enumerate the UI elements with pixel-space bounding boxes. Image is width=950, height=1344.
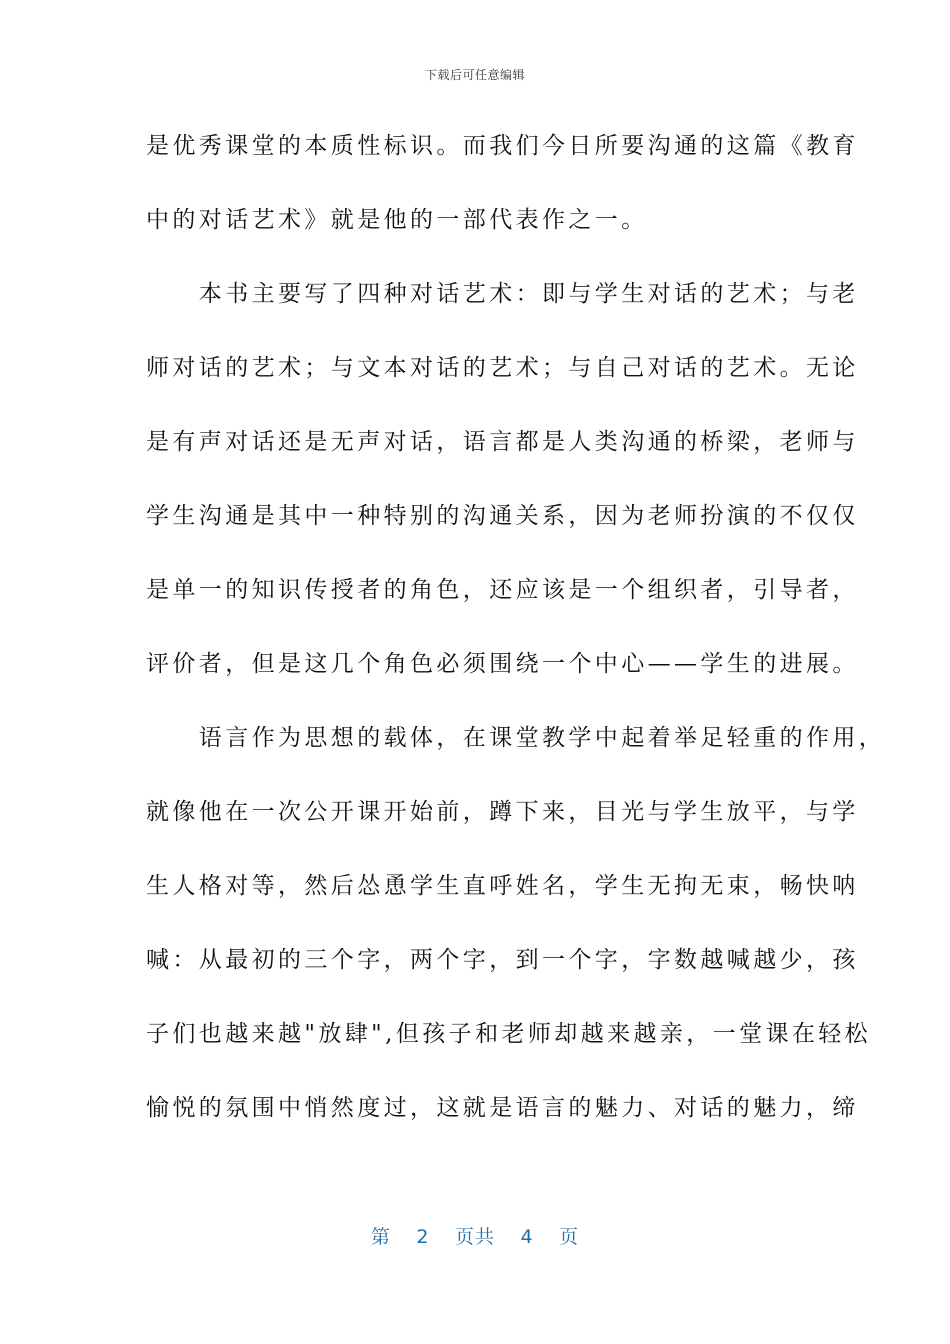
body-line: 喊：从最初的三个字，两个字，到一个字，字数越喊越少，孩 xyxy=(146,947,859,973)
body-line: 语言作为思想的载体，在课堂教学中起着举足轻重的作用， xyxy=(146,725,886,751)
body-line: 学生沟通是其中一种特别的沟通关系，因为老师扮演的不仅仅 xyxy=(146,503,859,529)
body-line: 师对话的艺术；与文本对话的艺术；与自己对话的艺术。无论 xyxy=(146,355,859,381)
body-line: 是有声对话还是无声对话，语言都是人类沟通的桥梁，老师与 xyxy=(146,429,859,455)
page-number-footer xyxy=(0,1222,950,1249)
body-line: 是单一的知识传授者的角色，还应该是一个组织者，引导者， xyxy=(146,577,859,603)
total-page-number: 4 xyxy=(520,1226,534,1248)
body-line: 愉悦的氛围中悄然度过，这就是语言的魅力、对话的魅力，缔 xyxy=(146,1095,859,1121)
body-line: 是优秀课堂的本质性标识。而我们今日所要沟通的这篇《教育 xyxy=(146,133,859,159)
body-line: 就像他在一次公开课开始前，蹲下来，目光与学生放平，与学 xyxy=(146,799,859,825)
footer-middle: 页共 xyxy=(454,1226,495,1248)
body-line: 本书主要写了四种对话艺术：即与学生对话的艺术；与老 xyxy=(146,281,859,307)
body-line: 中的对话艺术》就是他的一部代表作之一。 xyxy=(146,207,648,233)
current-page-number: 2 xyxy=(416,1226,430,1248)
body-line: 生人格对等，然后怂恿学生直呼姓名，学生无拘无束，畅快呐 xyxy=(146,873,859,899)
body-line: 评价者，但是这几个角色必须围绕一个中心——学生的进展。 xyxy=(146,651,859,677)
page-header: 下载后可任意编辑 xyxy=(424,68,525,82)
footer-suffix: 页 xyxy=(559,1226,580,1248)
body-line: 子们也越来越"放肆",但孩子和老师却越来越亲，一堂课在轻松 xyxy=(146,1021,872,1047)
document-body xyxy=(146,116,886,1152)
footer-prefix: 第 xyxy=(370,1226,391,1248)
